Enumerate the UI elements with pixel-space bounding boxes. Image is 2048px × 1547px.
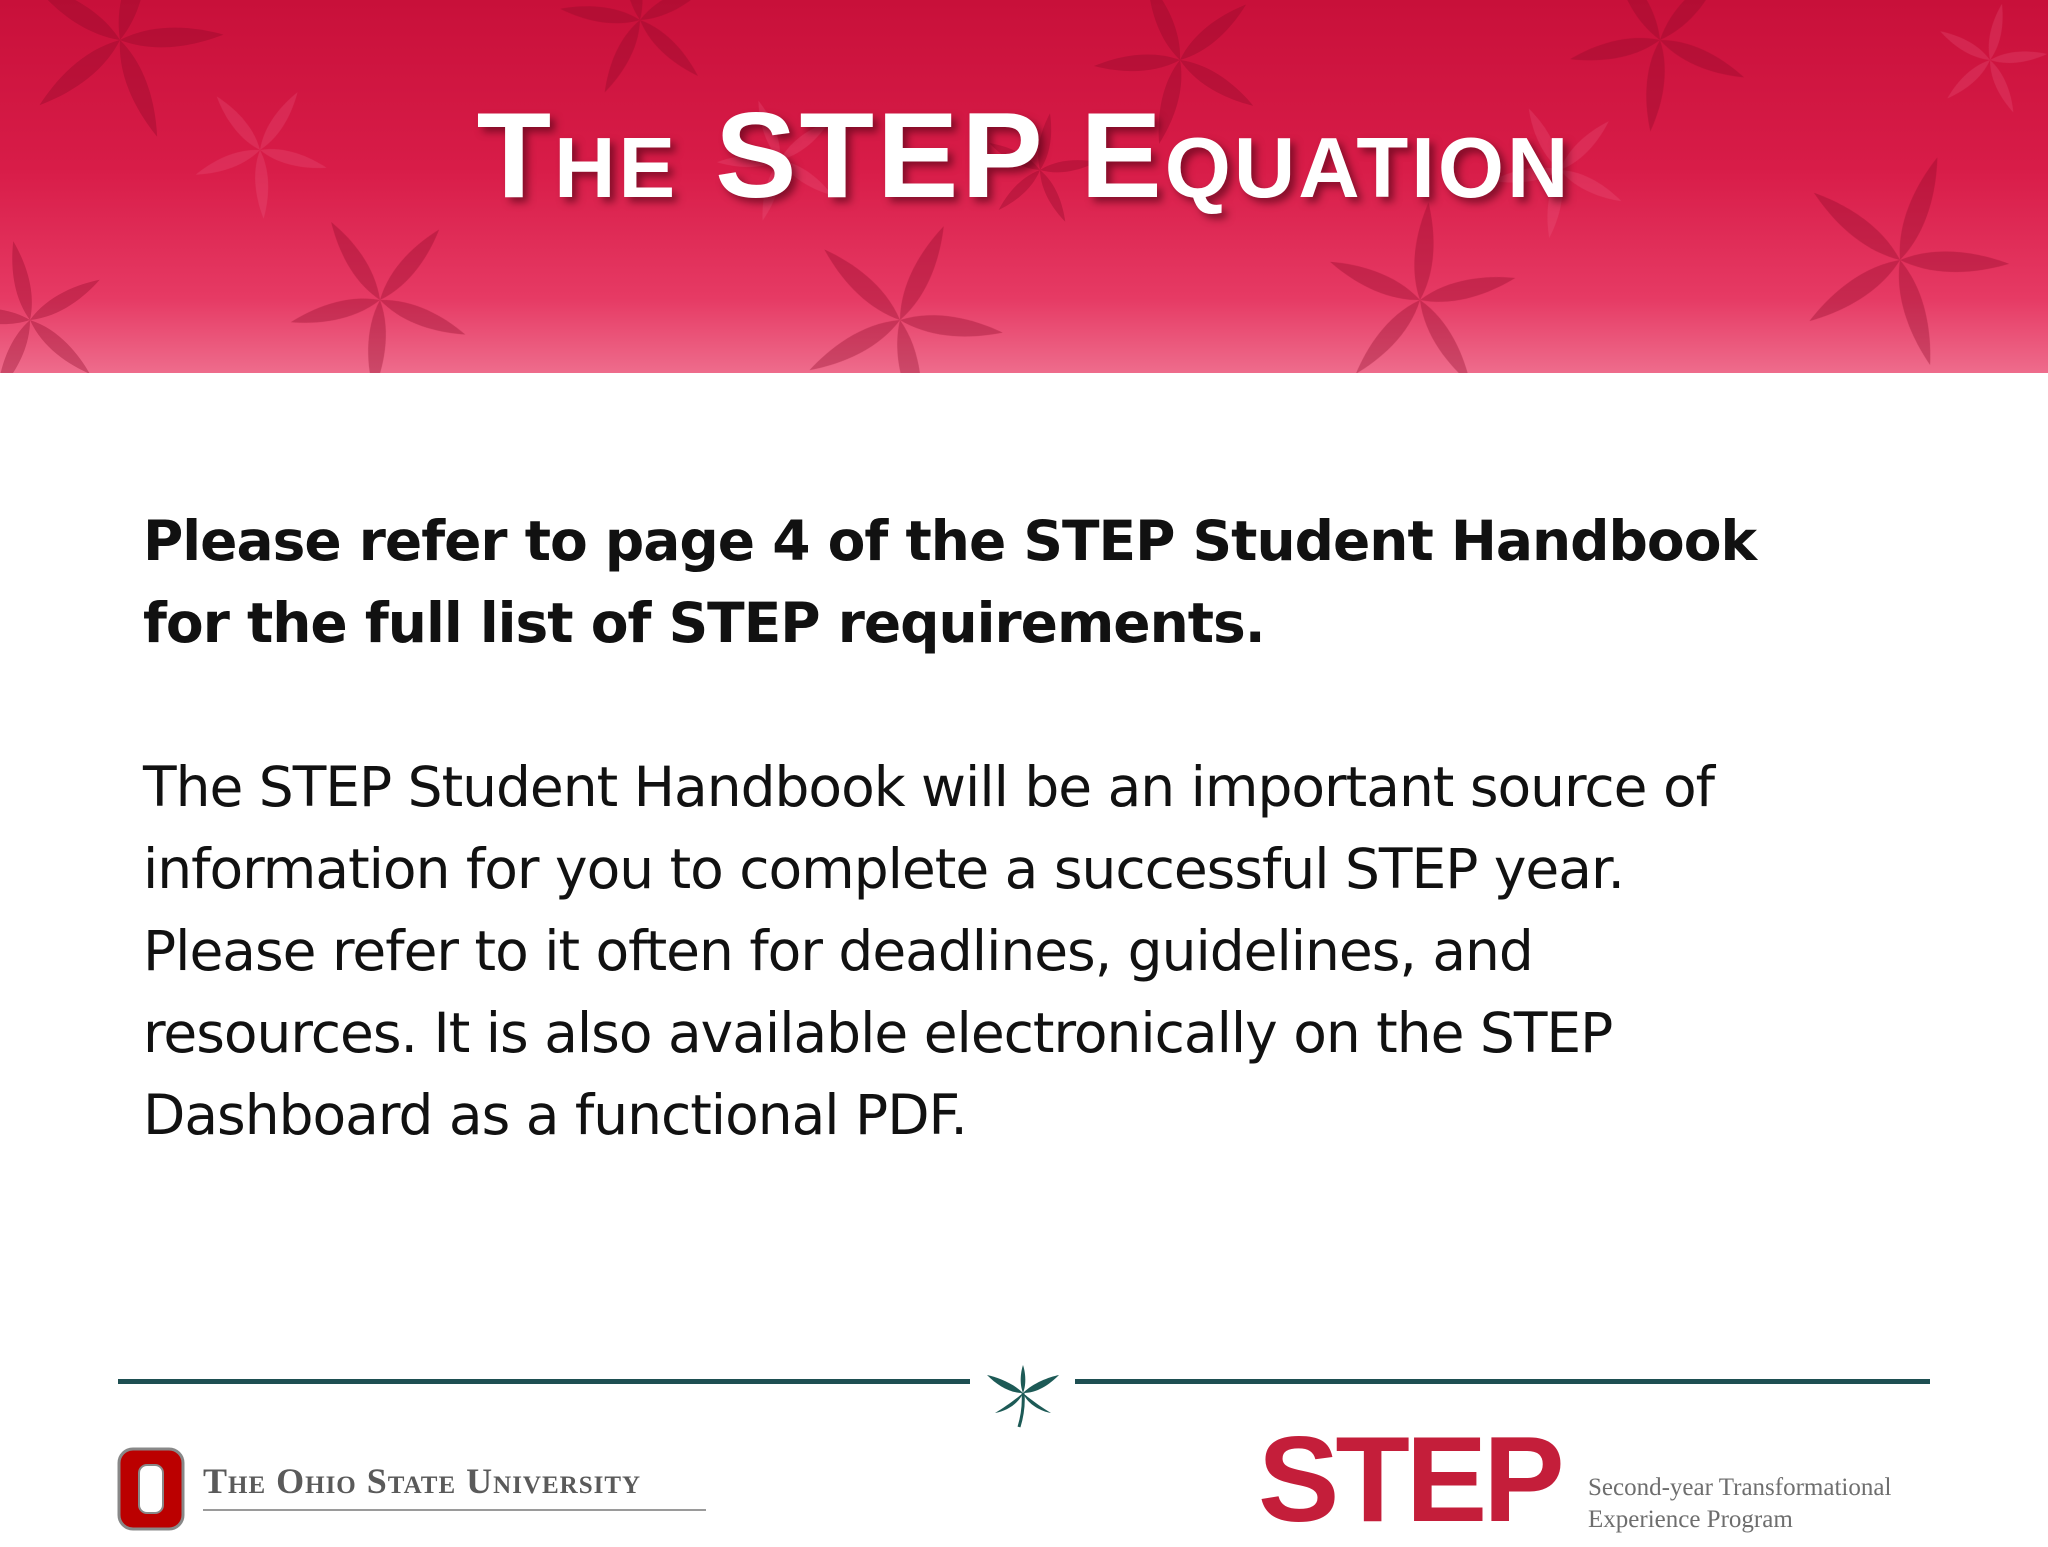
footer-divider-left [118,1379,970,1384]
paragraph-line-2: information for you to complete a successful STEP year. [143,837,1624,901]
paragraph-line-4: resources. It is also available electronically on the STEP [143,1001,1613,1065]
slide-body [143,500,1943,1156]
paragraph-line-1: The STEP Student Handbook will be an important source of [143,755,1714,819]
osu-block-o-logo [117,1447,185,1531]
footer-divider-right [1075,1379,1930,1384]
tagline-line-1: Second-year Transformational [1588,1474,1892,1501]
paragraph-line-5: Dashboard as a functional PDF. [143,1083,967,1147]
step-tagline [1588,1472,1948,1536]
buckeye-leaf-icon [983,1363,1063,1429]
slide-title: The STEP Equation [476,87,1572,223]
university-name: The Ohio State University [203,1461,642,1501]
handbook-reference-text: Please refer to page 4 of the STEP Student Handbook for the full list of STEP requirements. [143,509,1757,655]
step-logo: STEP [1258,1411,1561,1547]
tagline-line-2: Experience Program [1588,1506,1793,1533]
title-banner [0,0,2048,373]
handbook-paragraph [143,746,1943,1156]
paragraph-line-3: Please refer to it often for deadlines, guidelines, and [143,919,1533,983]
university-name-underline [203,1509,706,1511]
